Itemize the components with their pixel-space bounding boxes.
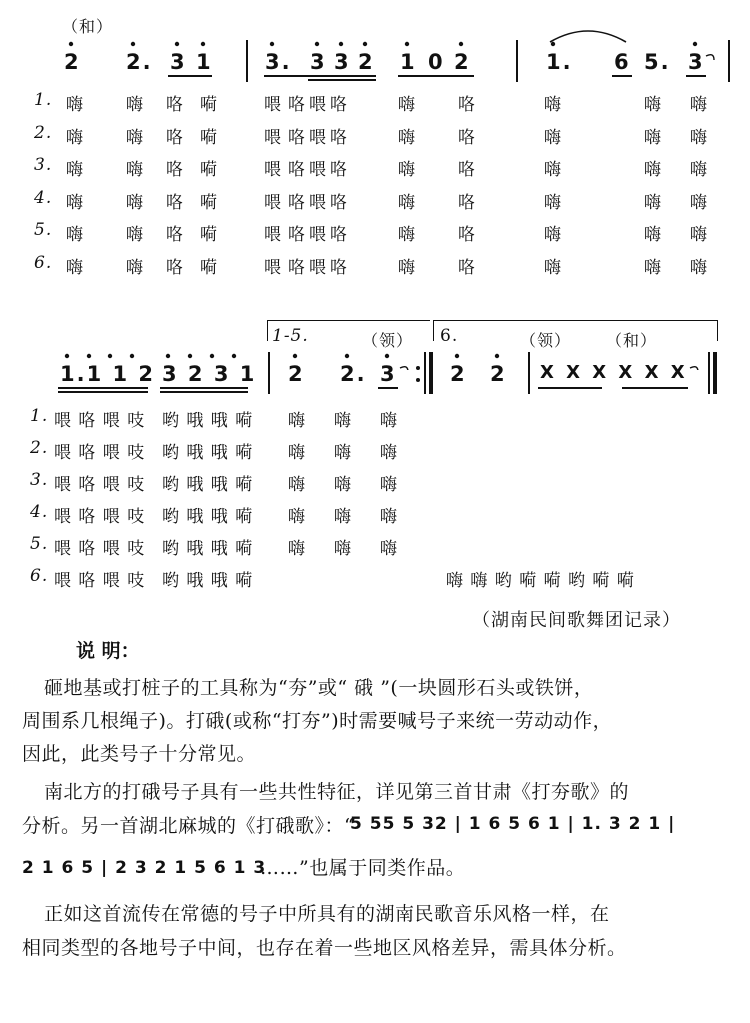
- lead-marker: （领）: [362, 331, 414, 350]
- lead-marker: （领）: [520, 331, 572, 350]
- beam: [58, 387, 148, 389]
- lyric-syllable: 嗨: [288, 539, 306, 559]
- lyric-syllable: 嗨: [66, 225, 84, 245]
- lyric-syllable: 嗨: [126, 95, 144, 115]
- lyric-syllable: 咯喂咯: [288, 160, 351, 180]
- lyric-syllable: 咯: [166, 225, 184, 245]
- lyric-syllable: 喂: [264, 95, 282, 115]
- lyric-syllable: 嗨: [334, 475, 352, 495]
- lyric-syllable: 咯: [458, 257, 476, 278]
- note: 3: [334, 50, 351, 74]
- lyric-syllable: 嗬: [200, 225, 218, 245]
- lyric-syllable: 嗨: [398, 192, 416, 213]
- lyric-syllable: 嗨: [126, 225, 144, 245]
- lyric-syllable: 咯喂咯: [288, 127, 351, 148]
- note-group: 3 2 3 1: [162, 362, 257, 386]
- lyric-syllable: 咯: [458, 192, 476, 213]
- lyric-syllable: 嗬: [200, 192, 218, 213]
- verse-number: 5.: [34, 220, 53, 240]
- note: 3: [380, 362, 397, 386]
- lyric-syllable: 嗨: [544, 95, 562, 115]
- lyric-syllable: 嗨: [334, 507, 352, 527]
- verse-number: 4.: [34, 187, 53, 208]
- lyric-syllable: 嗨: [644, 127, 662, 148]
- lyric-syllable: 喂: [264, 127, 282, 148]
- lyric-syllable: 嗨: [288, 507, 306, 527]
- lyric-syllable: 嗨: [66, 192, 84, 213]
- lyric-syllable: 嗨: [398, 95, 416, 115]
- lyric-syllable: 哟 哦 哦 嗬: [162, 443, 254, 463]
- lyric-syllable: 嗨: [398, 225, 416, 245]
- verse-number: 3.: [34, 155, 53, 175]
- chorus-marker: （和）: [606, 331, 658, 350]
- lyric-syllable: 嗨: [644, 257, 662, 278]
- lyric-syllable: 嗨: [126, 192, 144, 213]
- lyric-syllable: 嗨: [334, 443, 352, 463]
- lyric-syllable: 嗨: [644, 225, 662, 245]
- note: 1: [400, 50, 417, 74]
- lyric-syllable: 哟 哦 哦 嗬: [162, 507, 254, 527]
- lyric-syllable: 嗨: [66, 160, 84, 180]
- lyric-syllable: 嗨: [398, 160, 416, 180]
- lyric-syllable: 喂 咯 喂 吱: [54, 571, 146, 591]
- lyric-syllable: 喂: [264, 160, 282, 180]
- lyric-syllable: 嗨: [334, 539, 352, 559]
- lyric-syllable: 嗨: [544, 192, 562, 213]
- lyric-syllable: 咯: [166, 160, 184, 180]
- lyric-syllable: 嗨: [544, 225, 562, 245]
- lyric-syllable: 哟 哦 哦 嗬: [162, 571, 254, 591]
- lyric-syllable: 嗨: [644, 95, 662, 115]
- lyric-syllable: 嗨: [380, 539, 398, 559]
- inline-notation: 2 1 6 5 | 2 3 2 1 5 6 1 3: [22, 858, 267, 878]
- inline-notation: 5 55 5 32 | 1 6 5 6 1 | 1. 3 2 1 |: [350, 814, 676, 834]
- beam: [160, 391, 248, 393]
- lyric-syllable: 嗨 嗨 哟 嗬 嗬 哟 嗬 嗬: [446, 571, 635, 591]
- lyric-syllable: 嗨: [66, 95, 84, 115]
- volta-2: [433, 320, 718, 341]
- note: 2.: [126, 50, 153, 74]
- lyric-syllable: 嗬: [200, 127, 218, 148]
- lyric-syllable: 哟 哦 哦 嗬: [162, 539, 254, 559]
- lyric-syllable: 嗨: [690, 160, 708, 180]
- lyric-syllable: 嗨: [66, 257, 84, 278]
- lyric-syllable: 喂 咯 喂 吱: [54, 475, 146, 495]
- lyric-syllable: 咯: [166, 192, 184, 213]
- lyric-syllable: 喂 咯 喂 吱: [54, 539, 146, 559]
- lyric-syllable: 咯: [458, 95, 476, 115]
- octave-dots: [0, 0, 750, 100]
- lyric-syllable: 咯喂咯: [288, 257, 351, 278]
- octave-dots: [0, 340, 750, 370]
- note: 3: [688, 50, 705, 74]
- note: 2: [490, 362, 507, 386]
- beam: [58, 391, 148, 393]
- note: 6: [614, 50, 631, 74]
- lyric-syllable: 嗨: [644, 192, 662, 213]
- beam: [538, 387, 602, 389]
- chorus-marker: （和）: [62, 17, 114, 36]
- volta-1-label: 1-5.: [272, 326, 309, 346]
- lyric-syllable: 嗨: [544, 127, 562, 148]
- volta-2-label: 6.: [440, 326, 459, 346]
- note-group: 1.1 1 2: [60, 362, 156, 386]
- lyric-syllable: 嗨: [690, 95, 708, 115]
- lyric-syllable: 嗨: [398, 257, 416, 278]
- note: 2: [358, 50, 375, 74]
- note: 2: [450, 362, 467, 386]
- beam: [160, 387, 248, 389]
- lyric-syllable: 嗨: [544, 257, 562, 278]
- paragraph-line: 砸地基或打桩子的工具称为“夯”或“ 硪 ”(一块圆形石头或铁饼，: [44, 677, 594, 699]
- note: 2: [454, 50, 471, 74]
- lyric-syllable: 咯: [166, 127, 184, 148]
- lyric-syllable: 哟 哦 哦 嗬: [162, 411, 254, 431]
- lyric-syllable: 嗬: [200, 160, 218, 180]
- lyric-syllable: 咯喂咯: [288, 95, 351, 115]
- lyric-syllable: 嗨: [690, 192, 708, 213]
- paragraph-line: 相同类型的各地号子中间，也存在着一些地区风格差异，需具体分析。: [22, 937, 627, 959]
- lyric-syllable: 嗨: [544, 160, 562, 180]
- lyric-syllable: 嗨: [126, 127, 144, 148]
- lyric-syllable: 嗨: [288, 411, 306, 431]
- lyric-syllable: 嗨: [380, 443, 398, 463]
- verse-number: 6.: [34, 252, 53, 273]
- verse-number: 1.: [30, 406, 49, 426]
- lyric-syllable: 咯: [458, 127, 476, 148]
- note: 3.: [265, 50, 292, 74]
- note: 1.: [546, 50, 573, 74]
- verse-number: 2.: [30, 438, 49, 458]
- lyric-syllable: 咯: [166, 257, 184, 278]
- lyric-syllable: 嗨: [380, 475, 398, 495]
- lyric-syllable: 嗬: [200, 95, 218, 115]
- lyric-syllable: 嗨: [288, 443, 306, 463]
- lyric-syllable: 咯: [458, 160, 476, 180]
- verse-number: 5.: [30, 534, 49, 554]
- verse-number: 6.: [30, 566, 49, 586]
- lyric-syllable: 喂 咯 喂 吱: [54, 507, 146, 527]
- note: 1: [196, 50, 213, 74]
- lyric-syllable: 嗬: [200, 257, 218, 278]
- lyric-syllable: 哟 哦 哦 嗬: [162, 475, 254, 495]
- note: 3: [170, 50, 187, 74]
- lyric-syllable: 喂: [264, 257, 282, 278]
- lyric-syllable: 喂: [264, 192, 282, 213]
- lyric-syllable: 嗨: [66, 127, 84, 148]
- note: 2: [64, 50, 81, 74]
- lyric-syllable: 嗨: [334, 411, 352, 431]
- lyric-syllable: 喂 咯 喂 吱: [54, 411, 146, 431]
- paragraph-line: 分析。另一首湖北麻城的《打硪歌》：“: [22, 815, 355, 837]
- lyric-syllable: 嗨: [690, 127, 708, 148]
- note: 0: [428, 50, 445, 74]
- lyric-syllable: 嗨: [398, 127, 416, 148]
- note: 2.: [340, 362, 367, 386]
- paragraph-line: 周围系几根绳子)。打硪(或称“打夯”)时需要喊号子来统一劳动动作，: [22, 710, 613, 732]
- note: 5.: [644, 50, 671, 74]
- verse-number: 4.: [30, 502, 49, 522]
- lyric-syllable: 喂 咯 喂 吱: [54, 443, 146, 463]
- source-credit: （湖南民间歌舞团记录）: [472, 610, 681, 631]
- lyric-syllable: 咯喂咯: [288, 225, 351, 245]
- verse-number: 2.: [34, 122, 53, 143]
- paragraph-line: 因此，此类号子十分常见。: [22, 743, 257, 765]
- lyric-syllable: 嗨: [380, 507, 398, 527]
- lyric-syllable: 嗨: [126, 257, 144, 278]
- rhythm-x: X X X X X X: [540, 362, 688, 383]
- beam: [378, 387, 398, 389]
- lyric-syllable: 嗨: [644, 160, 662, 180]
- lyric-syllable: 咯: [458, 225, 476, 245]
- lyric-syllable: 嗨: [690, 257, 708, 278]
- note: 2: [288, 362, 305, 386]
- paragraph-line: ……”也属于同类作品。: [260, 857, 466, 879]
- beam: [622, 387, 688, 389]
- lyric-syllable: 嗨: [380, 411, 398, 431]
- lyric-syllable: 嗨: [690, 225, 708, 245]
- lyric-syllable: 嗨: [288, 475, 306, 495]
- paragraph-line: 南北方的打硪号子具有一些共性特征，详见第三首甘肃《打夯歌》的: [44, 781, 630, 803]
- verse-number: 3.: [30, 470, 49, 490]
- lyric-syllable: 喂: [264, 225, 282, 245]
- lyric-syllable: 咯: [166, 95, 184, 115]
- note: 3: [310, 50, 327, 74]
- lyric-syllable: 咯喂咯: [288, 192, 351, 213]
- explain-heading: 说 明：: [76, 640, 140, 662]
- lyric-syllable: 嗨: [126, 160, 144, 180]
- paragraph-line: 正如这首流传在常德的号子中所具有的湖南民歌音乐风格一样，在: [44, 903, 610, 925]
- verse-number: 1.: [34, 90, 53, 110]
